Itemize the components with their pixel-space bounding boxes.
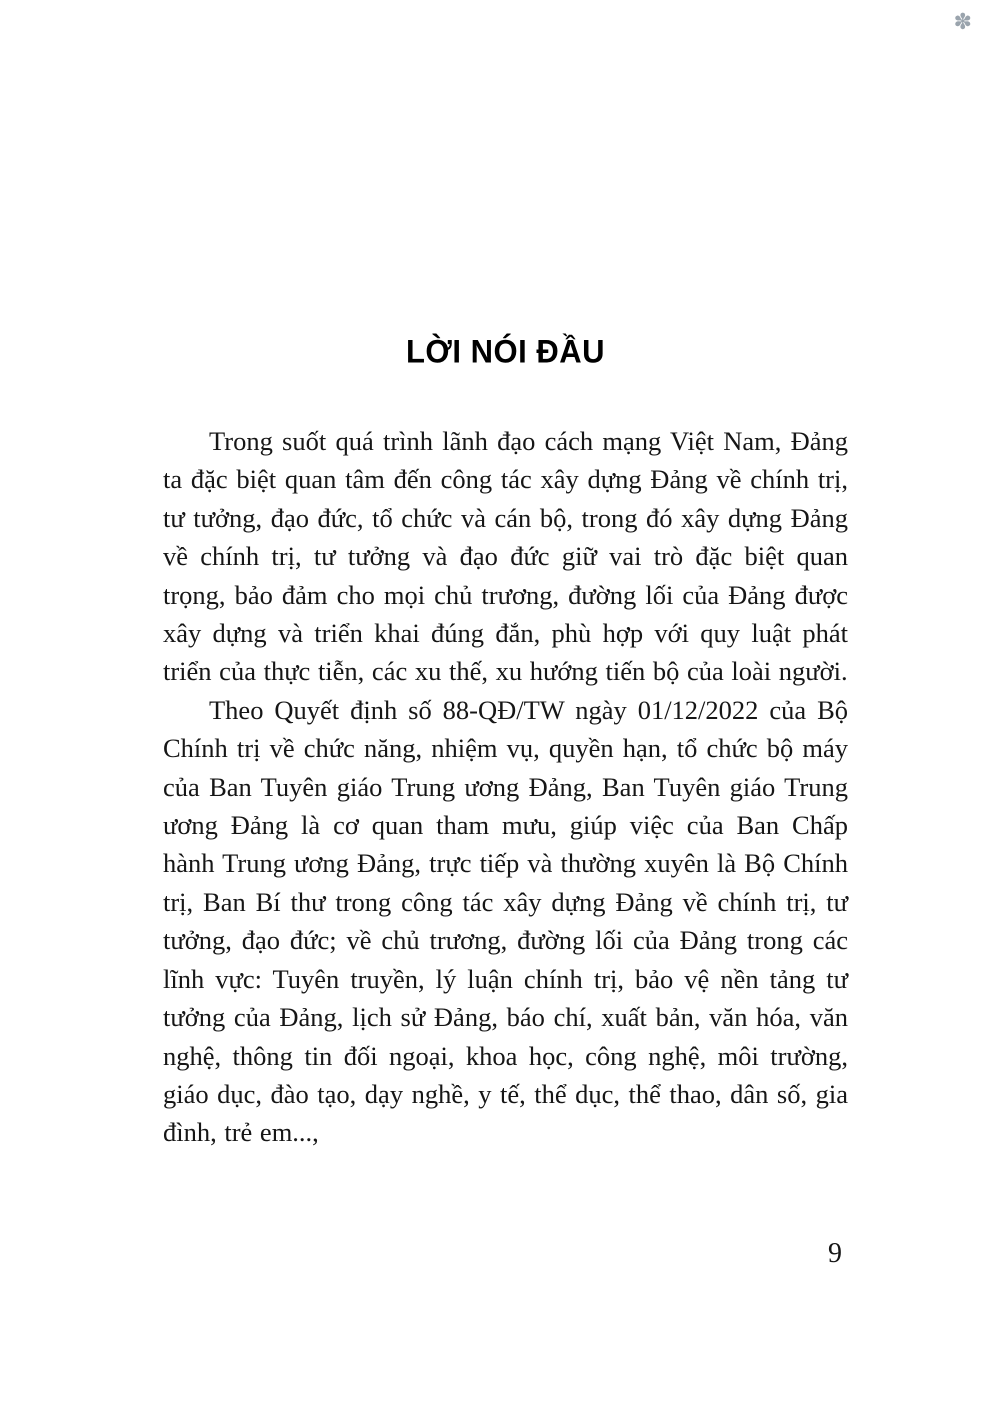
page-title: LỜI NÓI ĐẦU — [406, 333, 605, 370]
flower-icon: ✽ — [953, 10, 972, 35]
body-text — [163, 422, 848, 1152]
page-number: 9 — [828, 1238, 842, 1269]
paragraph-2: Theo Quyết định số 88-QĐ/TW ngày 01/12/2022 của Bộ Chính trị về chức năng, nhiệm vụ, quyền hạn, tổ chức bộ máy của Ban Tuyên giáo Trung ương Đảng, Ban Tuyên giáo Trung ương Đảng là cơ quan tham mưu, giúp việc của Ban Chấp hành Trung ương Đảng, trực tiếp và thường xuyên là Bộ Chính trị, Ban Bí thư trong công tác xây dựng Đảng về chính trị, tư tưởng, đạo đức; về chủ trương, đường lối của Đảng trong các lĩnh vực: Tuyên truyền, lý luận chính trị, bảo vệ nền tảng tư tưởng của Đảng, lịch sử Đảng, báo chí, xuất bản, văn hóa, văn nghệ, thông tin đối ngoại, khoa học, công nghệ, môi trường, giáo dục, đào tạo, dạy nghề, y tế, thể dục, thể thao, dân số, gia đình, trẻ em..., — [163, 694, 848, 1148]
paragraph-1: Trong suốt quá trình lãnh đạo cách mạng Việt Nam, Đảng ta đặc biệt quan tâm đến công tác xây dựng Đảng về chính trị, tư tưởng, đạo đức, tổ chức và cán bộ, trong đó xây dựng Đảng về chính trị, tư tưởng và đạo đức giữ vai trò đặc biệt quan trọng, bảo đảm cho mọi chủ trương, đường lối của Đảng được xây dựng và triển khai đúng đắn, phù hợp với quy luật phát triển của thực tiễn, các xu thế, xu hướng tiến bộ của loài người. — [163, 426, 848, 687]
text-block — [163, 334, 848, 1152]
